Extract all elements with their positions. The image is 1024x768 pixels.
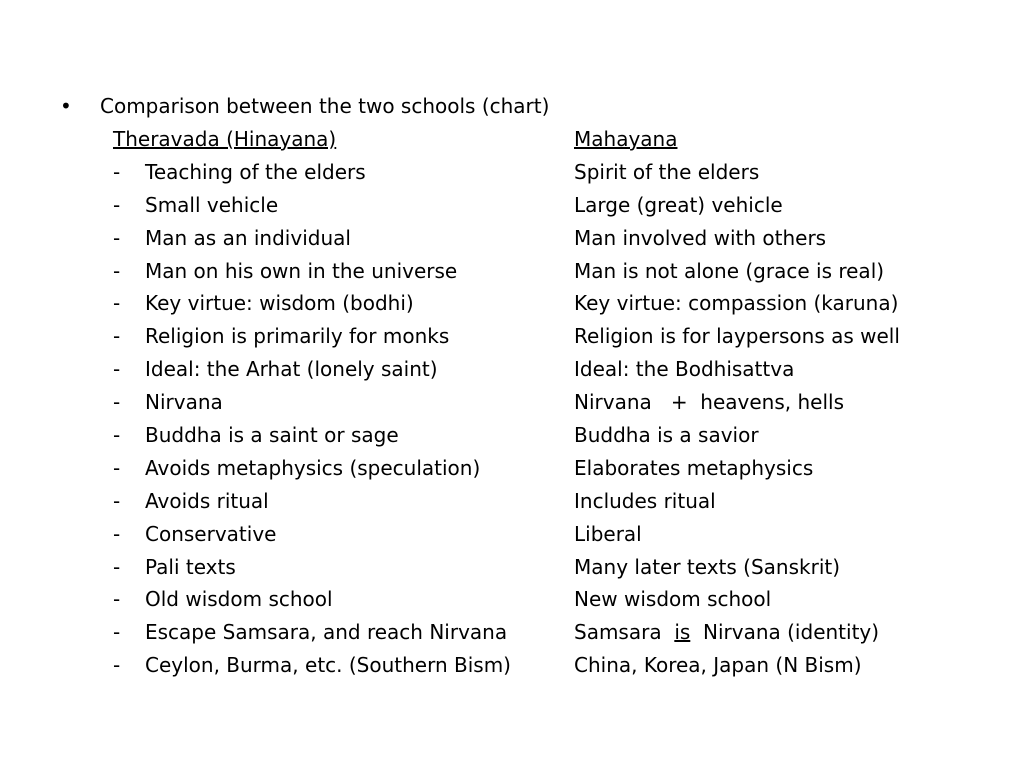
row-right-text: Liberal (574, 521, 642, 546)
dash-marker: - (113, 258, 121, 283)
dash-marker: - (113, 587, 121, 612)
row-right-text: Religion is for laypersons as well (574, 324, 900, 349)
row-left-text: Man as an individual (145, 225, 351, 250)
column-header-theravada: Theravada (Hinayana) (113, 127, 337, 151)
dash-marker: - (113, 291, 121, 316)
row-left-text: Conservative (145, 521, 277, 546)
bullet-marker: • (60, 94, 72, 118)
row-right-text (574, 618, 879, 646)
row-left-text: Buddha is a saint or sage (145, 423, 399, 448)
row-left-text: Religion is primarily for monks (145, 324, 450, 349)
dash-marker: - (113, 455, 121, 480)
row-right-text: Man involved with others (574, 225, 827, 250)
dash-marker: - (113, 488, 121, 513)
dash-marker: - (113, 225, 121, 250)
row-left-text: Ceylon, Burma, etc. (Southern Bism) (145, 653, 511, 678)
dash-marker: - (113, 324, 121, 349)
row-left-text: Nirvana (145, 390, 223, 415)
column-header-mahayana: Mahayana (574, 127, 678, 151)
row-left-text: Escape Samsara, and reach Nirvana (145, 620, 508, 645)
row-right-text: Spirit of the elders (574, 159, 760, 184)
row-right-text: Ideal: the Bodhisattva (574, 357, 795, 382)
dash-marker: - (113, 159, 121, 184)
row-right-text: Buddha is a savior (574, 423, 759, 448)
dash-marker: - (113, 554, 121, 579)
row-left-text: Small vehicle (145, 192, 279, 217)
row-right-text: China, Korea, Japan (N Bism) (574, 653, 862, 678)
dash-marker: - (113, 620, 121, 645)
row-right-text: Nirvana + heavens, hells (574, 390, 845, 415)
dash-marker: - (113, 423, 121, 448)
row-left-text: Ideal: the Arhat (lonely saint) (145, 357, 438, 382)
row-right-text: Includes ritual (574, 488, 716, 513)
row-right-emphasis: is (674, 620, 691, 645)
slide-heading (60, 92, 549, 120)
dash-marker: - (113, 390, 121, 415)
row-right-text-pre: Samsara (574, 620, 675, 645)
dash-marker: - (113, 521, 121, 546)
row-left-text: Pali texts (145, 554, 236, 579)
row-right-text: Man is not alone (grace is real) (574, 258, 885, 283)
row-right-text: Many later texts (Sanskrit) (574, 554, 841, 579)
row-left-text: Teaching of the elders (145, 159, 366, 184)
row-left-text: Avoids ritual (145, 488, 269, 513)
row-left-text: Old wisdom school (145, 587, 333, 612)
row-right-text-post: Nirvana (identity) (690, 620, 880, 645)
row-right-text: New wisdom school (574, 587, 772, 612)
row-left-text: Avoids metaphysics (speculation) (145, 455, 481, 480)
row-right-text: Key virtue: compassion (karuna) (574, 291, 899, 316)
row-left-text: Key virtue: wisdom (bodhi) (145, 291, 414, 316)
dash-marker: - (113, 653, 121, 678)
row-right-text: Elaborates metaphysics (574, 455, 814, 480)
heading-text: Comparison between the two schools (chart) (100, 94, 550, 118)
dash-marker: - (113, 192, 121, 217)
row-right-text: Large (great) vehicle (574, 192, 783, 217)
row-left-text: Man on his own in the universe (145, 258, 458, 283)
dash-marker: - (113, 357, 121, 382)
